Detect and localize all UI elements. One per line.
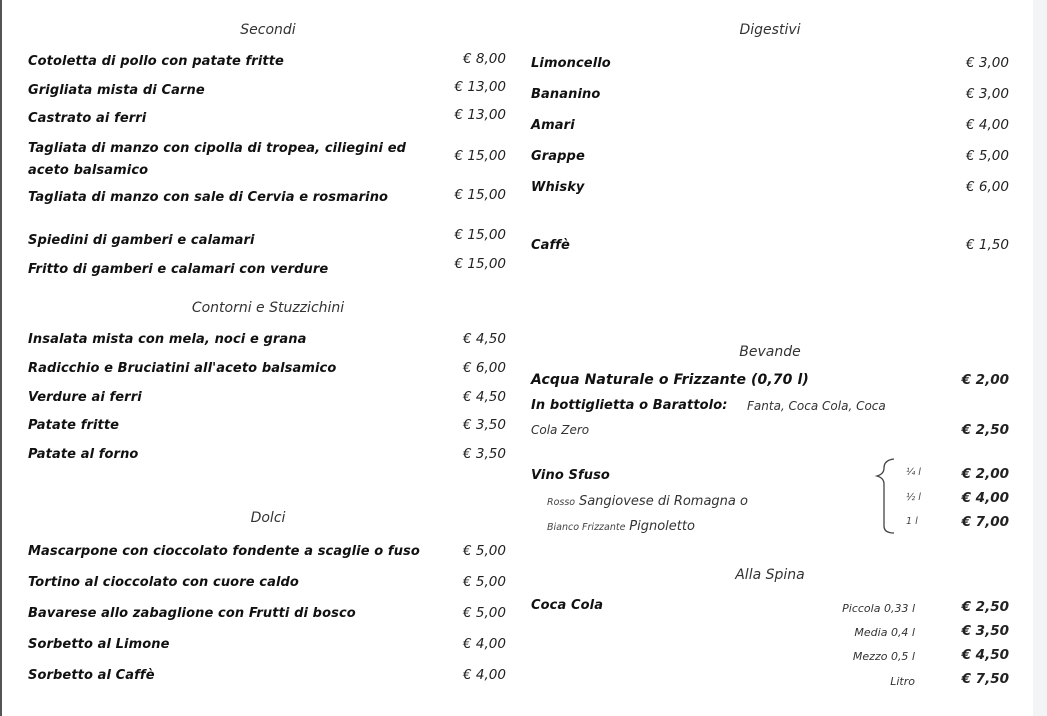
menu-item-price: € 5,00 (463, 605, 506, 621)
menu-item: Fritto di gamberi e calamari con verdure (28, 262, 329, 277)
menu-item-price: € 15,00 (454, 148, 506, 164)
menu-item-label: In bottiglietta o Barattolo: (531, 398, 728, 413)
menu-item-price: € 6,00 (463, 360, 506, 376)
draft-size: Mezzo 0,5 l (852, 650, 915, 663)
wine-price: € 4,00 (961, 490, 1009, 506)
menu-item: Tagliata di manzo con cipolla di tropea, ciliegini ed aceto balsamico (28, 141, 407, 178)
menu-item-price: € 5,00 (463, 543, 506, 559)
menu-item: Verdure ai ferri (28, 390, 142, 405)
menu-item-price: € 4,00 (463, 636, 506, 652)
menu-item-price: € 3,50 (463, 417, 506, 433)
wine-price: € 2,00 (961, 466, 1009, 482)
section-title-digestivi: Digestivi (739, 22, 801, 38)
menu-item: Insalata mista con mela, noci e grana (28, 332, 307, 347)
wine-size: ¼ l (906, 467, 921, 478)
menu-item-price: € 5,00 (463, 574, 506, 590)
draft-price: € 4,50 (961, 647, 1009, 663)
menu-item: Tagliata di manzo con sale di Cervia e rosmarino (28, 190, 389, 205)
menu-item-price: € 15,00 (454, 187, 506, 203)
section-title-secondi: Secondi (240, 22, 296, 38)
menu-item: Sorbetto al Limone (28, 637, 170, 652)
wine-rosso-name: Sangiovese di Romagna o (578, 494, 748, 509)
menu-item-price: € 4,00 (463, 667, 506, 683)
menu-item-price: € 3,50 (463, 446, 506, 462)
menu-item: Limoncello (531, 56, 611, 71)
menu-item-price: € 3,00 (966, 55, 1009, 71)
menu-item: Radicchio e Bruciatini all'aceto balsamico (28, 361, 337, 376)
scroll-gutter (1033, 0, 1047, 716)
wine-rosso-prefix: Rosso (547, 497, 576, 508)
menu-item-price: € 5,00 (966, 148, 1009, 164)
menu-item: Whisky (531, 180, 585, 195)
menu-page (2, 0, 1033, 716)
menu-item: Bananino (531, 87, 601, 102)
menu-item-price: € 4,00 (966, 117, 1009, 133)
menu-item-detail: Cola Zero (531, 423, 590, 437)
wine-bianco-name: Pignoletto (629, 519, 695, 534)
draft-size: Litro (890, 675, 915, 688)
menu-item-price: € 2,00 (961, 372, 1009, 388)
menu-item-price: € 1,50 (966, 237, 1009, 253)
menu-item: Tortino al cioccolato con cuore caldo (28, 575, 299, 590)
menu-item-detail: Fanta, Coca Cola, Coca (747, 399, 886, 413)
menu-item: Spiedini di gamberi e calamari (28, 233, 255, 248)
wine-bianco-prefix: Bianco Frizzante (547, 522, 626, 533)
section-title-dolci: Dolci (250, 510, 286, 526)
menu-item: Amari (531, 118, 575, 133)
menu-item: Coca Cola (531, 598, 604, 613)
draft-size: Media 0,4 l (854, 626, 915, 639)
menu-item: Grigliata mista di Carne (28, 83, 205, 98)
menu-item-price: € 15,00 (454, 227, 506, 243)
menu-item: Patate al forno (28, 447, 139, 462)
menu-item: Acqua Naturale o Frizzante (0,70 l) (531, 372, 809, 388)
draft-price: € 7,50 (961, 671, 1009, 687)
wine-size: ½ l (906, 492, 921, 503)
draft-size: Piccola 0,33 l (842, 602, 915, 615)
menu-item-price: € 13,00 (454, 107, 506, 123)
menu-item-price: € 4,50 (463, 331, 506, 347)
wine-bianco-line (547, 519, 695, 534)
menu-item: Castrato ai ferri (28, 111, 147, 126)
menu-item: Bavarese allo zabaglione con Frutti di bosco (28, 606, 356, 621)
menu-item: Grappe (531, 149, 585, 164)
menu-item: Sorbetto al Caffè (28, 668, 155, 683)
menu-item-price: € 2,50 (961, 422, 1009, 438)
menu-item-price: € 15,00 (454, 256, 506, 272)
wine-rosso-line (547, 494, 748, 509)
section-title-contorni: Contorni e Stuzzichini (191, 300, 345, 316)
menu-item-price: € 4,50 (463, 389, 506, 405)
menu-item-price: € 13,00 (454, 79, 506, 95)
section-title-alla-spina: Alla Spina (735, 567, 805, 583)
menu-item-price: € 6,00 (966, 179, 1009, 195)
section-title-bevande: Bevande (739, 344, 801, 360)
menu-item: Mascarpone con cioccolato fondente a scaglie o fuso (28, 544, 420, 559)
menu-item: Patate fritte (28, 418, 120, 433)
menu-item-price: € 3,00 (966, 86, 1009, 102)
draft-price: € 3,50 (961, 623, 1009, 639)
menu-item: Vino Sfuso (531, 468, 610, 483)
draft-price: € 2,50 (961, 599, 1009, 615)
menu-item: Caffè (531, 238, 570, 253)
menu-item-price: € 8,00 (463, 51, 506, 67)
menu-item: Cotoletta di pollo con patate fritte (28, 54, 284, 69)
wine-price: € 7,00 (961, 514, 1009, 530)
curly-brace-icon (874, 456, 896, 536)
wine-size: 1 l (906, 516, 918, 527)
